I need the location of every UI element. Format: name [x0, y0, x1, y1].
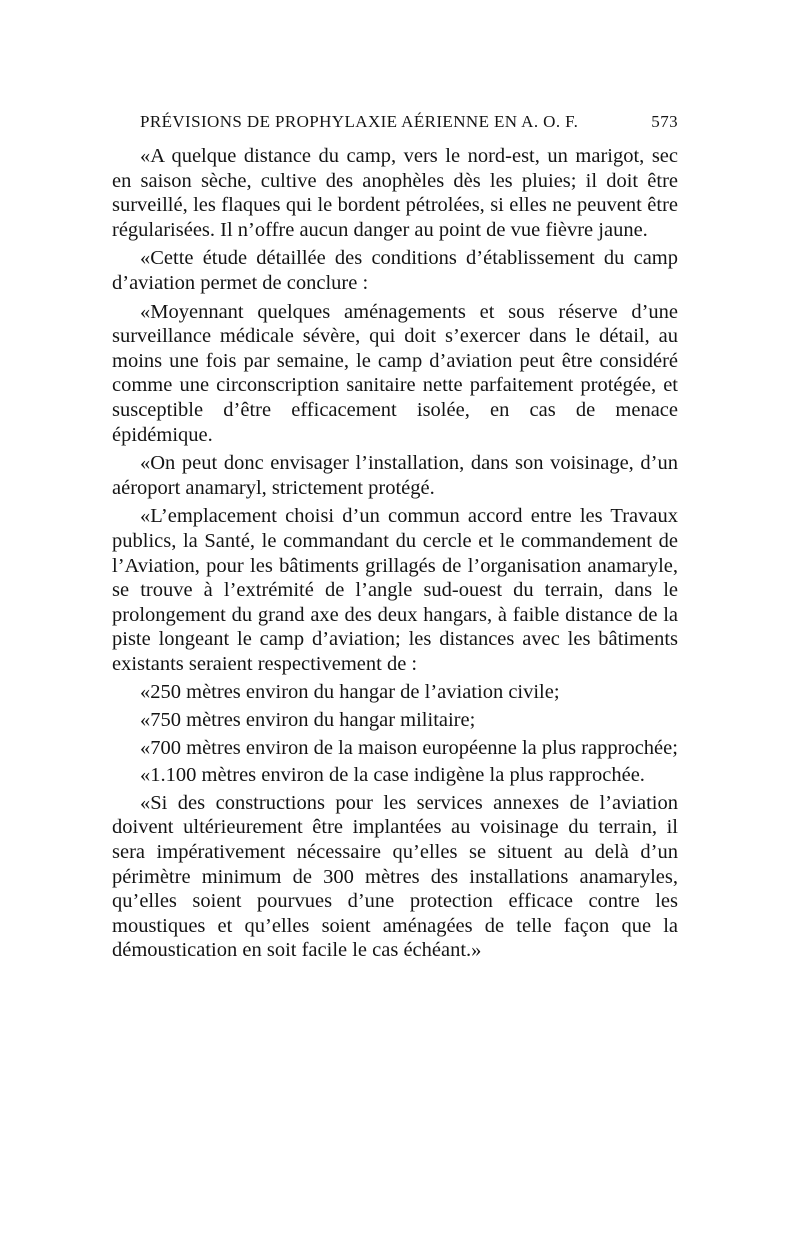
running-head-title: PRÉVISIONS DE PROPHYLAXIE AÉRIENNE EN A. O. F. — [140, 112, 579, 131]
list-item-distance-750: «750 mètres environ du hangar militaire; — [140, 709, 476, 732]
paragraph-constructions: «Si des constructions pour les services annexes de l’aviation doivent ultérieurement être implantées au voisinage du terrain, il sera impérativement nécessaire qu’elles se situent au delà d’un périmètre minimum de 300 mètres des installations anamaryles, qu’elles soient pourvues d’une protection efficace contre les moustiques et qu’elles soient aménagées de telle façon que la démoustication en soit facile le cas échéant.» — [112, 791, 678, 962]
paragraph-emplacement: «L’emplacement choisi d’un commun accord entre les Travaux publics, la Santé, le commandant du cercle et le commandement de l’Aviation, pour les bâtiments grillagés de l’organisation anamaryle, se trouve à l’extrémité de l’angle sud-ouest du terrain, dans le prolongement du grand axe des deux hangars, à faible distance de la piste longeant le camp d’aviation; les distances avec les bâtiments existants seraient respectivement de : — [112, 505, 678, 675]
paragraph-amenagements: «Moyennant quelques aménagements et sous réserve d’une surveillance médicale sévère, qui doit s’exercer dans le détail, au moins une fois par semaine, le camp d’aviation peut être considéré comme une circonscription sanitaire nette parfaitement protégée, et susceptible d’être efficacement isolée, en cas de menace épidémique. — [112, 300, 678, 446]
list-item-distance-700: «700 mètres environ de la maison européenne la plus rapprochée; — [140, 736, 678, 759]
list-item-distance-1100: «1.100 mètres environ de la case indigène la plus rapprochée. — [140, 764, 645, 787]
list-item-distance-250: «250 mètres environ du hangar de l’aviation civile; — [140, 681, 560, 704]
paragraph-conclusion-intro: «Cette étude détaillée des conditions d’établissement du camp d’aviation permet de conclure : — [112, 247, 678, 294]
paragraph-marigot: «A quelque distance du camp, vers le nord-est, un marigot, sec en saison sèche, cultive des anophèles dès les pluies; il doit être surveillé, les flaques qui le bordent pétrolées, si elles ne peuvent être régularisées. Il n’offre aucun danger au point de vue fièvre jaune. — [112, 145, 678, 241]
running-head — [112, 112, 678, 132]
document-page — [112, 112, 678, 967]
paragraph-aeroport: «On peut donc envisager l’installation, dans son voisinage, d’un aéroport anamaryl, strictement protégé. — [112, 452, 678, 499]
page-number: 573 — [651, 112, 678, 131]
body-text — [112, 144, 678, 963]
